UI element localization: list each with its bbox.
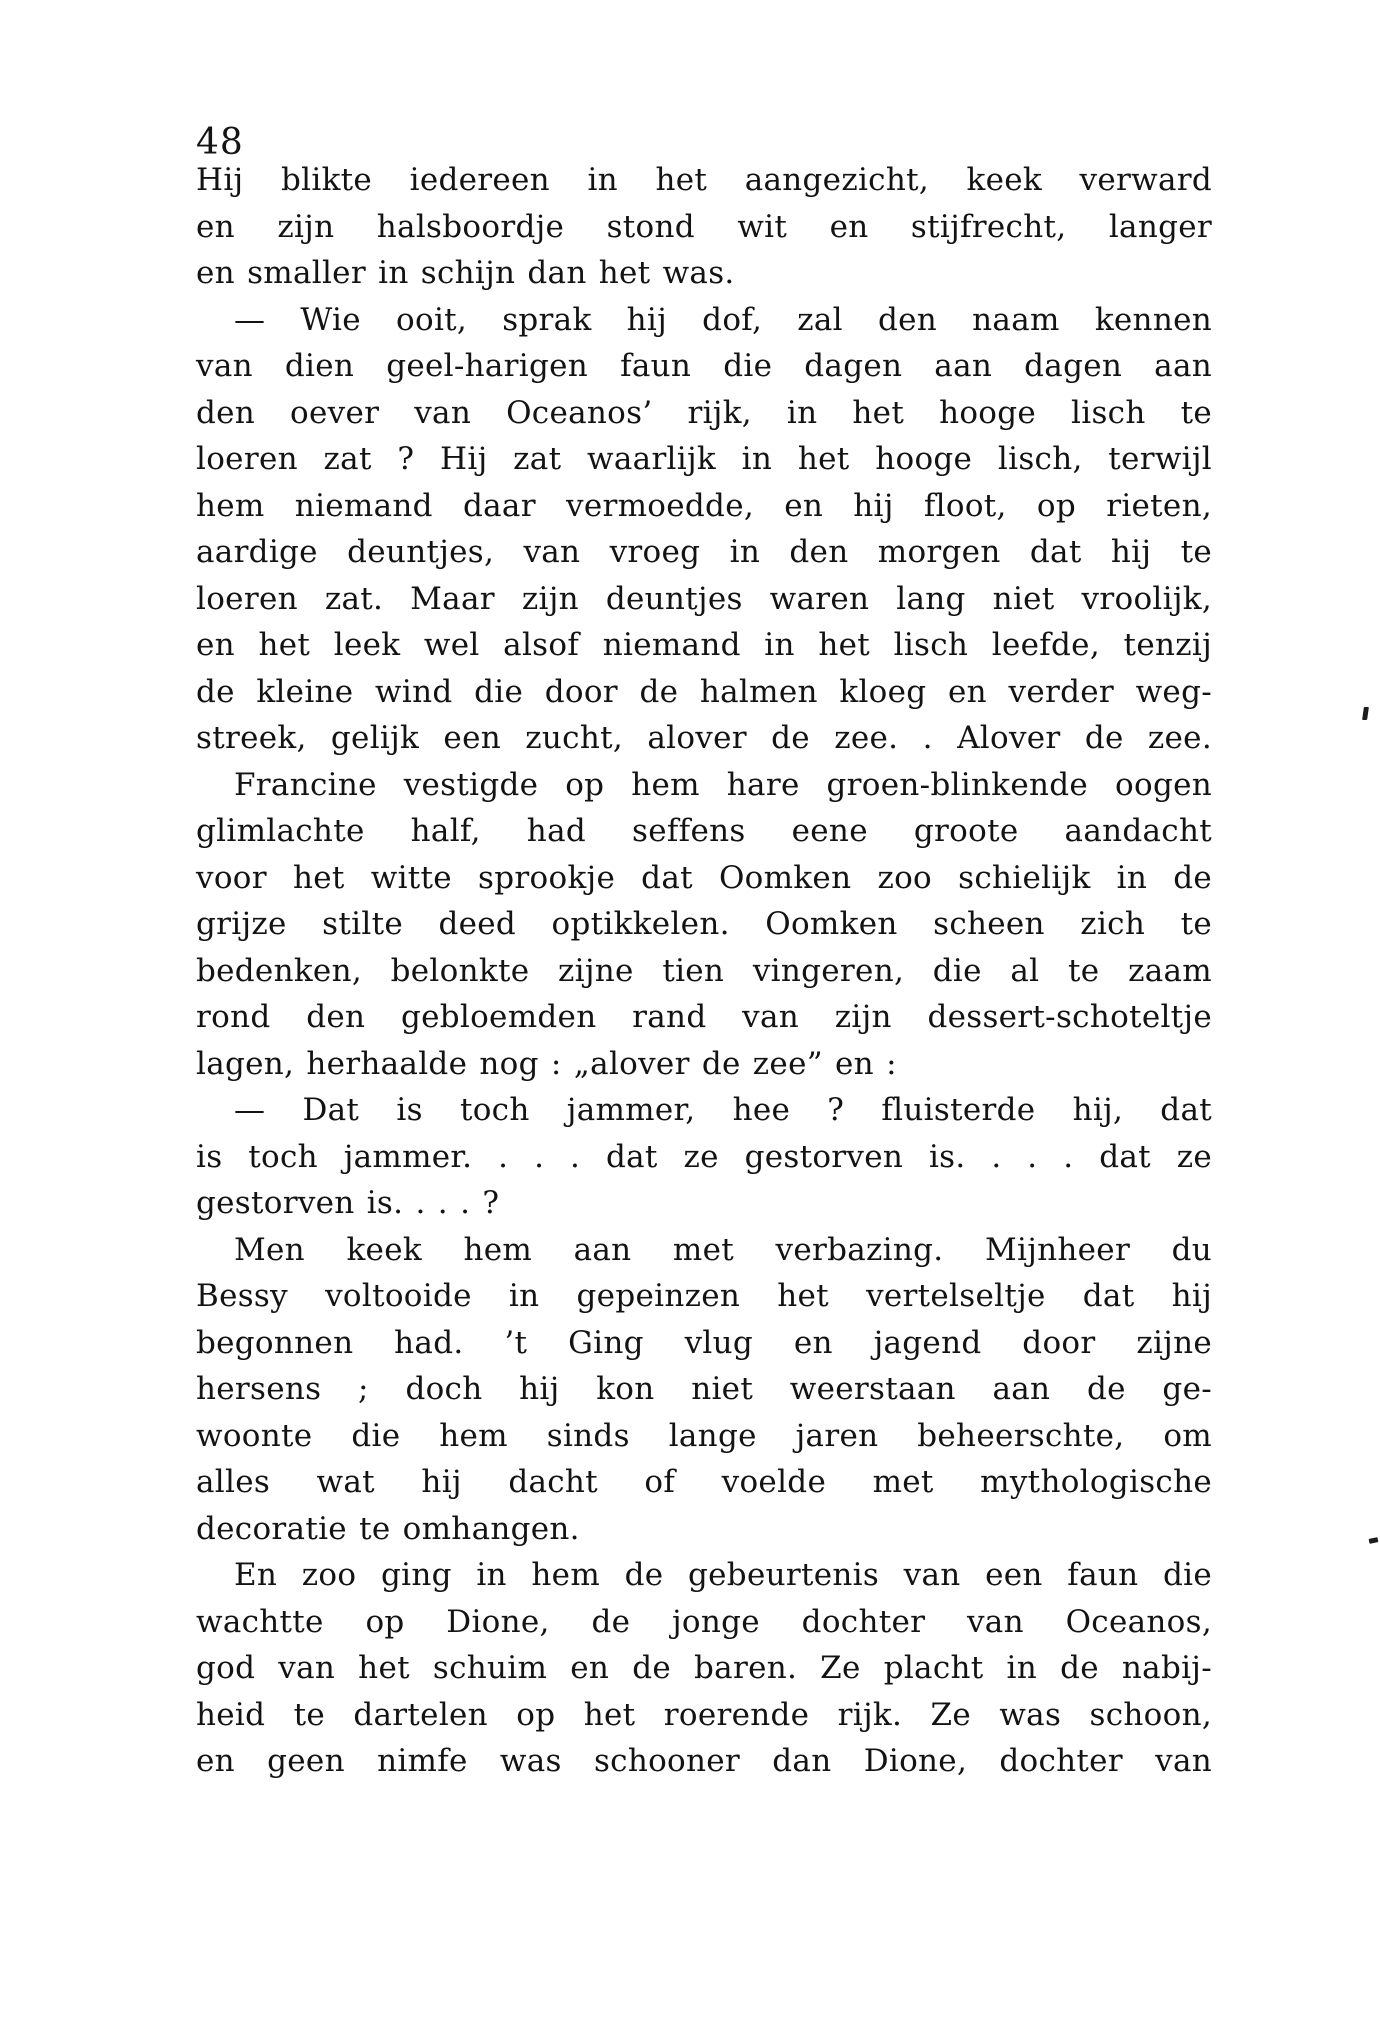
page-number: 48 <box>196 122 244 163</box>
text-line: decoratie te omhangen. <box>196 1510 580 1547</box>
text-line: lagen, herhaalde nog : „alover de zee” en : <box>196 1045 897 1082</box>
text-line: den oever van Oceanos’ rijk, in het hooge lisch te <box>196 394 1212 431</box>
text-line: en smaller in schijn dan het was. <box>196 255 735 291</box>
text-line: wachtte op Dione, de jonge dochter van Oceanos, <box>196 1603 1212 1640</box>
text-line: aardige deuntjes, van vroeg in den morgen dat hij te <box>196 534 1212 570</box>
text-line: glimlachte half, had seffens eene groote aandacht <box>196 813 1212 849</box>
text-line: streek, gelijk een zucht, alover de zee. . Alover de zee. <box>196 720 1212 756</box>
text-line: Hij blikte iedereen in het aangezicht, keek verward <box>196 162 1212 198</box>
text-line: loeren zat ? Hij zat waarlijk in het hooge lisch, terwijl <box>196 441 1212 477</box>
text-line: god van het schuim en de baren. Ze placht in de nabij- <box>196 1650 1212 1686</box>
text-line: bedenken, belonkte zijne tien vingeren, die al te zaam <box>196 952 1212 989</box>
text-line: heid te dartelen op het roerende rijk. Ze was schoon, <box>196 1696 1212 1733</box>
text-line: loeren zat. Maar zijn deuntjes waren lang niet vroolijk, <box>196 580 1212 617</box>
text-line: Men keek hem aan met verbazing. Mijnheer du <box>234 1231 1212 1268</box>
text-line: — Wie ooit, sprak hij dof, zal den naam kennen <box>234 301 1212 338</box>
text-line: van dien geel-harigen faun die dagen aan dagen aan <box>196 348 1212 384</box>
text-line: en het leek wel alsof niemand in het lisch leefde, tenzij <box>196 627 1212 663</box>
text-line: gestorven is. . . . ? <box>196 1185 500 1221</box>
text-line: en zijn halsboordje stond wit en stijfrecht, langer <box>196 208 1212 245</box>
scan-speck <box>1362 707 1369 720</box>
text-line: Francine vestigde op hem hare groen-blinkende oogen <box>234 766 1212 803</box>
text-line: de kleine wind die door de halmen kloeg en verder weg- <box>196 673 1212 710</box>
text-line: — Dat is toch jammer, hee ? fluisterde hij, dat <box>234 1092 1212 1128</box>
text-line: begonnen had. ’t Ging vlug en jagend door zijne <box>196 1324 1212 1361</box>
text-line: alles wat hij dacht of voelde met mythologische <box>196 1464 1212 1500</box>
text-line: woonte die hem sinds lange jaren beheerschte, om <box>196 1417 1212 1454</box>
text-line: rond den gebloemden rand van zijn dessert-schoteltje <box>196 999 1212 1035</box>
text-line: hem niemand daar vermoedde, en hij floot, op rieten, <box>196 487 1212 524</box>
text-line: Bessy voltooide in gepeinzen het vertelseltje dat hij <box>196 1278 1212 1314</box>
text-line: hersens ; doch hij kon niet weerstaan aan de ge- <box>196 1371 1212 1407</box>
text-line: en geen nimfe was schooner dan Dione, dochter van <box>196 1743 1212 1779</box>
text-line: grijze stilte deed optikkelen. Oomken scheen zich te <box>196 906 1212 942</box>
text-line: voor het witte sprookje dat Oomken zoo schielijk in de <box>196 859 1212 896</box>
text-line: is toch jammer. . . . dat ze gestorven is. . . . dat ze <box>196 1138 1212 1175</box>
body-text <box>196 157 1212 1785</box>
scan-speck <box>1369 1537 1379 1544</box>
text-line: En zoo ging in hem de gebeurtenis van een faun die <box>234 1557 1212 1593</box>
